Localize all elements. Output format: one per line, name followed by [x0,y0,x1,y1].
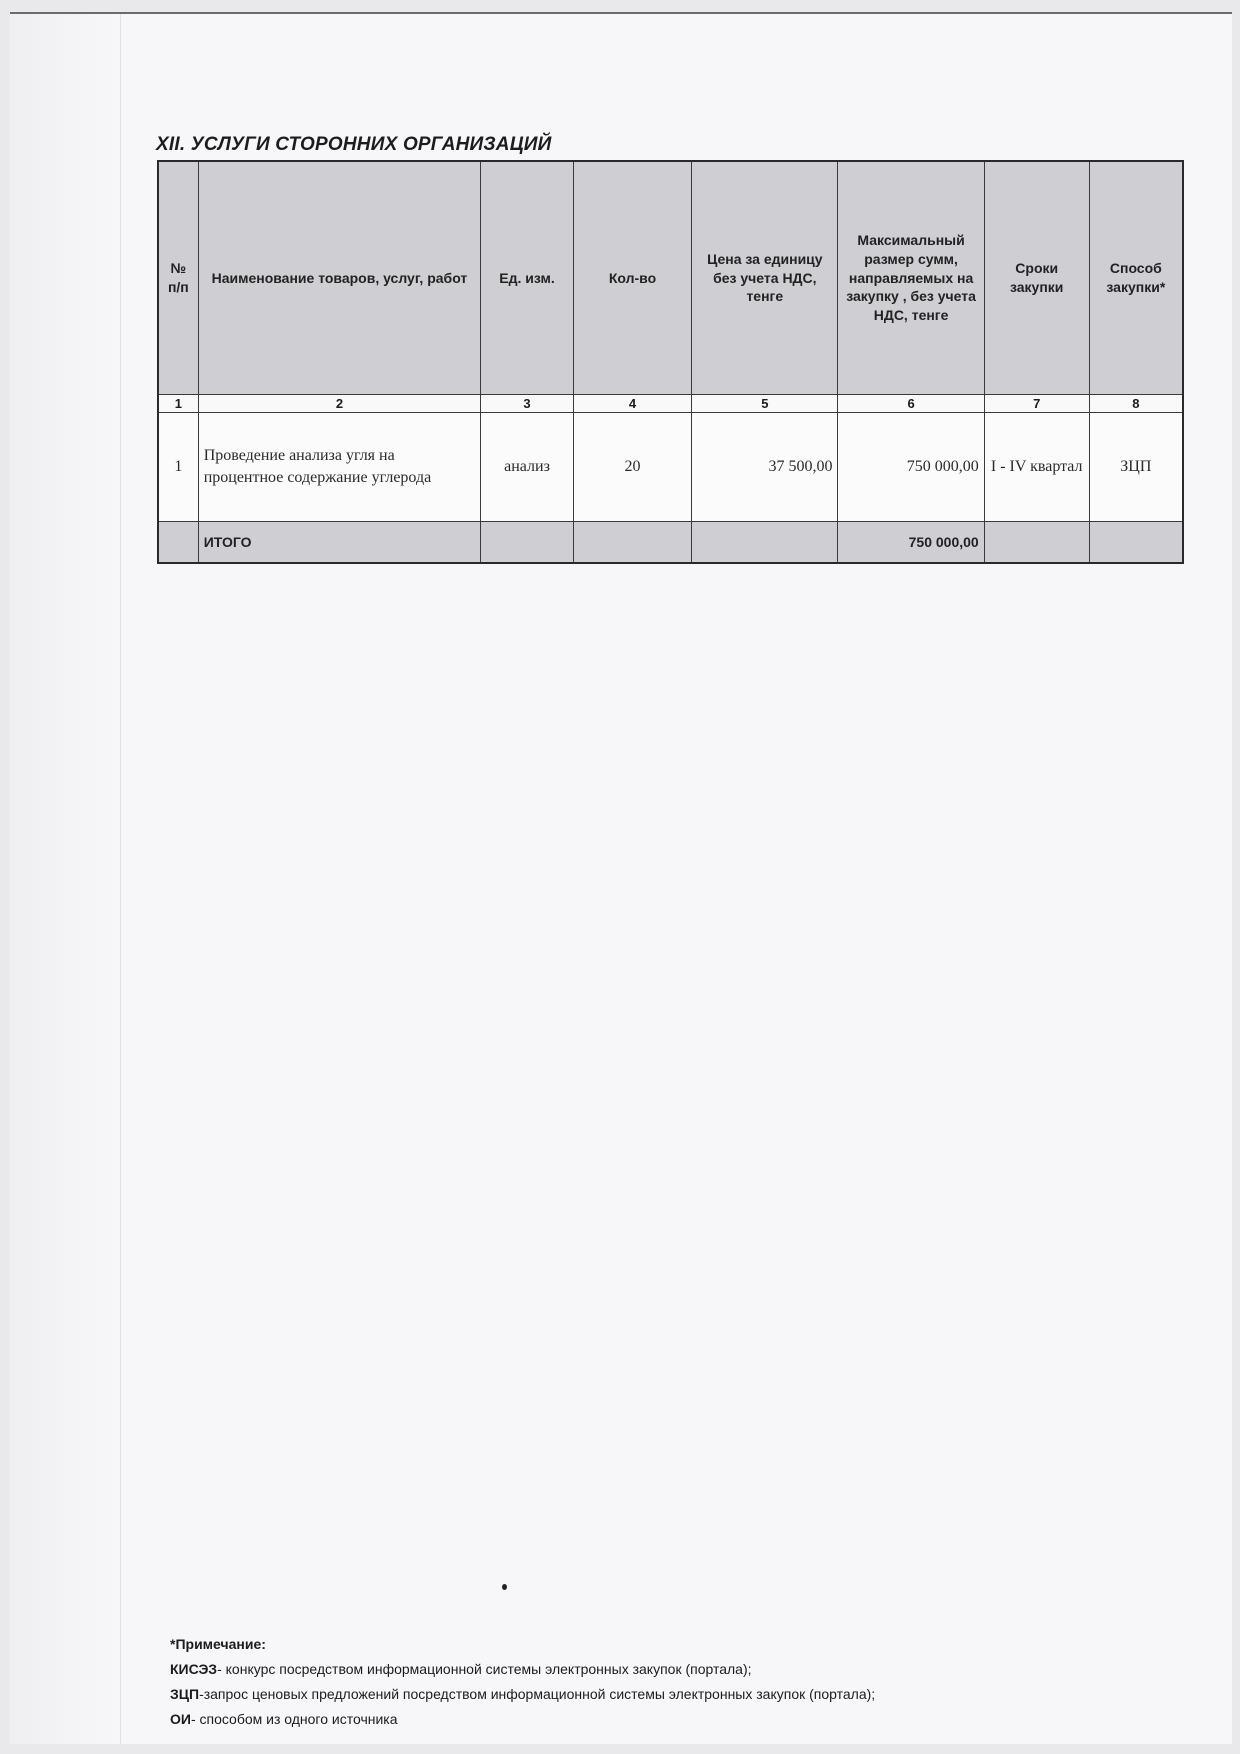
footnote-item [170,1682,875,1707]
footnote-text: -запрос ценовых предложений посредством информационной системы электронных закупок (портала); [199,1686,876,1702]
column-number: 5 [692,395,838,413]
column-number: 7 [984,395,1089,413]
footnote-abbr: КИСЭЗ [170,1661,218,1677]
header-cell-name: Наименование товаров, услуг, работ [198,161,480,395]
column-number: 1 [158,395,198,413]
header-cell-terms: Сроки закупки [984,161,1089,395]
column-number: 3 [481,395,574,413]
cell-unit: анализ [481,413,574,522]
footnote-text: - конкурс посредством информационной системы электронных закупок (портала); [217,1661,752,1677]
footnote [170,1632,875,1732]
footnote-abbr: ЗЦП [170,1686,200,1702]
column-number-row [158,395,1183,413]
cell-price: 37 500,00 [692,413,838,522]
column-number: 6 [838,395,984,413]
header-cell-max-sum: Максимальный размер сумм, направляемых на закупку , без учета НДС, тенге [838,161,984,395]
column-number: 8 [1089,395,1183,413]
document-page [10,12,1232,1744]
scan-speck [502,1584,507,1590]
cell-num: 1 [158,413,198,522]
total-empty-cell [158,522,198,564]
cell-qty: 20 [573,413,691,522]
page-fold-shadow [10,14,121,1744]
total-row [158,522,1183,564]
header-cell-num: № п/п [158,161,198,395]
footnote-item [170,1657,875,1682]
cell-max-sum: 750 000,00 [838,413,984,522]
table-header-row [158,161,1183,395]
footnote-heading: *Примечание: [170,1636,266,1652]
footnote-abbr: ОИ [170,1711,191,1727]
total-sum: 750 000,00 [838,522,984,564]
table-row [158,413,1183,522]
procurement-table [157,160,1184,564]
total-empty-cell [481,522,574,564]
total-empty-cell [1089,522,1183,564]
cell-terms: I - IV квартал [984,413,1089,522]
column-number: 4 [573,395,691,413]
total-empty-cell [984,522,1089,564]
cell-method: ЗЦП [1089,413,1183,522]
column-number: 2 [198,395,480,413]
footnote-item [170,1707,875,1732]
footnote-text: - способом из одного источника [190,1711,398,1727]
header-cell-unit: Ед. изм. [481,161,574,395]
cell-name: Проведение анализа угля на процентное содержание углерода [198,413,480,522]
header-cell-method: Способ закупки* [1089,161,1183,395]
total-label: ИТОГО [198,522,480,564]
header-cell-price: Цена за единицу без учета НДС, тенге [692,161,838,395]
section-title: XII. УСЛУГИ СТОРОННИХ ОРГАНИЗАЦИЙ [156,134,552,155]
total-empty-cell [573,522,691,564]
header-cell-qty: Кол-во [573,161,691,395]
total-empty-cell [692,522,838,564]
